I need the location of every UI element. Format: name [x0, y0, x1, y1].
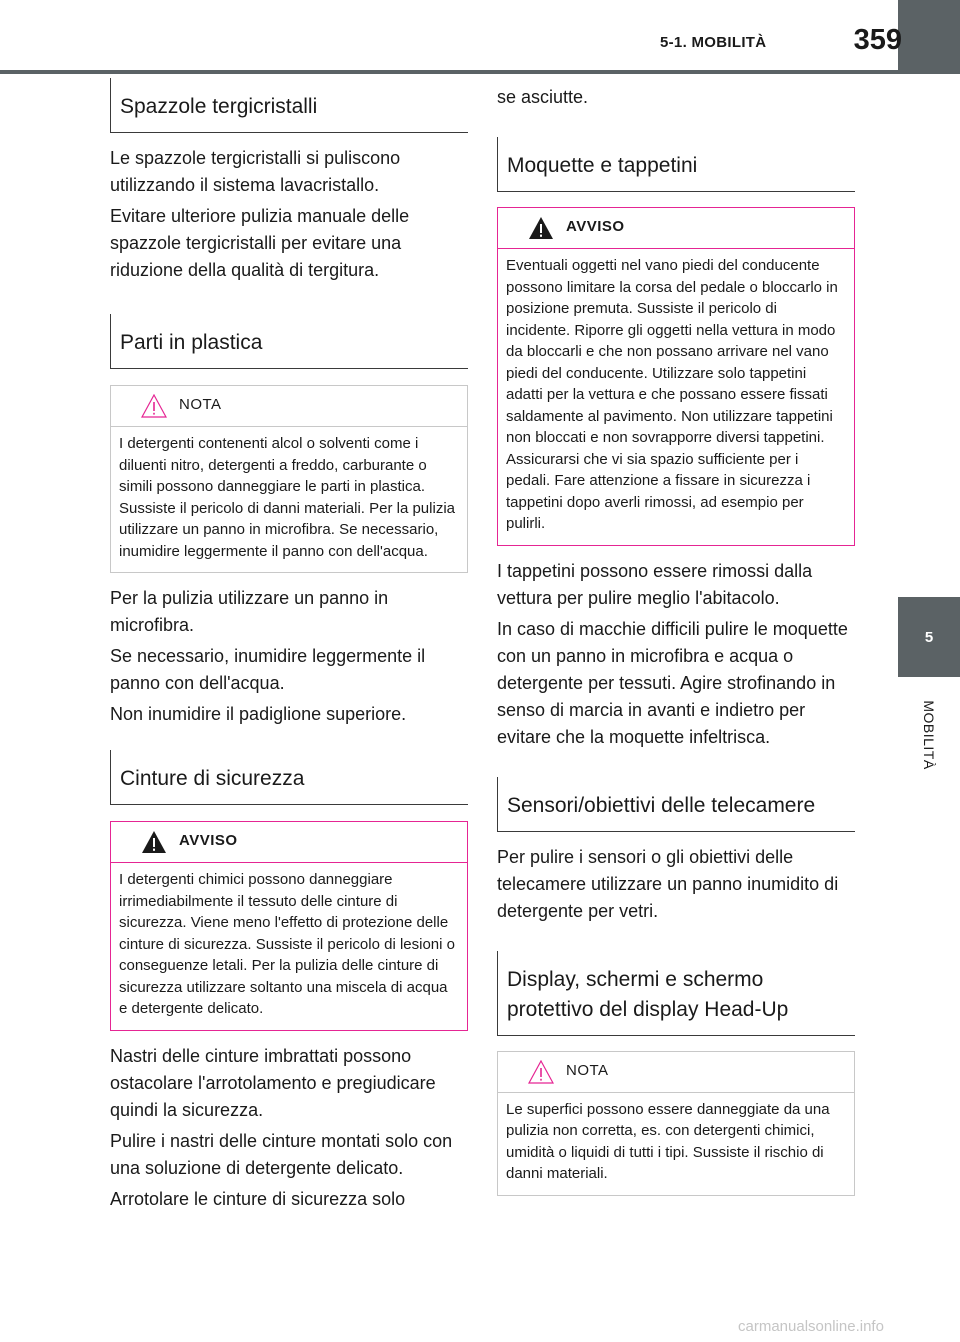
- heading-text: Parti in plastica: [120, 331, 263, 354]
- note-label: NOTA: [179, 396, 222, 413]
- warning-text: Eventuali oggetti nel vano piedi del conducente possono limitare la corsa del pedale o bloccarlo in posizione premuta. Sussiste il pericolo di incidente. Riporre gli oggetti nella vettura in modo da bloccarli e che non possano arrivare nel vano piedi del conducente. Utilizzare solo tappetini adatti per la vettura e che possano essere fissati saldamente al pavimento. Non utilizzare tappetini non bloccati e non sovrapporre diversi tappetini. Assicurarsi che vi sia spazio sufficiente per i pedali. Fare attenzione a fissare in sicurezza i tappetini dopo averli rimossi, ad esempio per pulirli.: [506, 257, 838, 532]
- heading-text: Moquette e tappetini: [507, 154, 698, 177]
- heading-text: Spazzole tergicristalli: [120, 95, 318, 118]
- heading-text: Sensori/obiettivi delle telecamere: [507, 793, 816, 817]
- warning-box-header: [498, 208, 854, 249]
- paragraph: Per pulire i sensori o gli obiettivi delle telecamere utilizzare un panno inumidito di detergente per vetri.: [497, 846, 839, 921]
- section-heading-displays: [497, 951, 855, 1036]
- note-box-header: [498, 1052, 854, 1093]
- warning-text: I detergenti chimici possono danneggiare irrimediabilmente il tessuto delle cinture di sicurezza. Viene meno l'effetto di protezione delle cinture di sicurezza. Sussiste il pericolo di lesioni o conseguenze letali. Per la pulizia delle cinture di sicurezza utilizzare soltanto una miscela di acqua e detergente delicato.: [119, 871, 455, 1017]
- paragraph: Le spazzole tergicristalli si puliscono utilizzando il sistema lavacristallo.: [110, 148, 401, 195]
- note-box: [497, 1051, 855, 1196]
- note-box: [110, 385, 468, 573]
- chapter-tab-label: MOBILITÀ: [921, 700, 937, 770]
- section-heading-sensors: [497, 777, 855, 832]
- paragraph: Pulire i nastri delle cinture montati solo con una soluzione di detergente delicato.: [110, 1130, 453, 1178]
- note-box-header: [111, 386, 467, 427]
- right-column: [497, 78, 855, 1196]
- note-text: Le superfici possono essere danneggiate da una pulizia non corretta, es. con detergenti chimici, umidità o liquidi di tutti i tipi. Sussiste il rischio di danni materiali.: [506, 1100, 830, 1182]
- warning-box: [110, 821, 468, 1031]
- section-heading-belts: [110, 750, 468, 805]
- heading-text: Cinture di sicurezza: [120, 767, 305, 790]
- paragraph: Per la pulizia utilizzare un panno in microfibra.: [110, 588, 389, 635]
- section-heading-plastic: [110, 314, 468, 369]
- chapter-number: 5: [924, 628, 934, 646]
- warning-label: AVVISO: [179, 832, 238, 849]
- warning-box-header: [111, 822, 467, 863]
- chapter-tab[interactable]: [898, 597, 960, 677]
- warning-triangle-icon: [528, 216, 554, 240]
- note-text: I detergenti contenenti alcol o solventi come i diluenti nitro, detergenti a freddo, carburante o simili possono danneggiare le parti in plastica. Sussiste il pericolo di danni materiali. Per la pulizia utilizzare un panno in microfibra. Se necessario, inumidire leggermente il panno con dell'acqua.: [119, 435, 455, 560]
- caution-triangle-icon: [528, 1060, 554, 1084]
- section-title: 5-1. MOBILITÀ: [660, 34, 767, 51]
- header-rule: [0, 70, 960, 74]
- paragraph: se asciutte.: [497, 87, 589, 107]
- warning-label: AVVISO: [566, 218, 625, 235]
- page-number: 359: [853, 24, 902, 56]
- paragraph: Nastri delle cinture imbrattati possono ostacolare l'arrotolamento e pregiudicare quindi la sicurezza.: [110, 1045, 436, 1120]
- heading-text: Display, schermi e schermo protettivo del display Head-Up: [507, 967, 789, 1021]
- watermark: carmanualsonline.info: [738, 1318, 884, 1335]
- paragraph: Non inumidire il padiglione superiore.: [110, 704, 407, 724]
- paragraph: In caso di macchie difficili pulire le moquette con un panno in microfibra e acqua o detergente per tessuti. Agire strofinando in senso di marcia in avanti e indietro per evitare che la moquette infeltrisca.: [497, 618, 848, 747]
- left-column: [110, 78, 468, 1213]
- note-label: NOTA: [566, 1061, 609, 1079]
- section-heading-carpets: [497, 137, 855, 192]
- warning-triangle-icon: [141, 830, 167, 854]
- header-tab-block: [898, 0, 960, 70]
- caution-triangle-icon: [141, 394, 167, 418]
- paragraph: Evitare ulteriore pulizia manuale delle spazzole tergicristalli per evitare una riduzione della qualità di tergitura.: [110, 206, 410, 280]
- paragraph: Arrotolare le cinture di sicurezza solo: [110, 1188, 406, 1209]
- section-heading-wipers: [110, 78, 468, 133]
- warning-box: [497, 207, 855, 546]
- paragraph: Se necessario, inumidire leggermente il panno con dell'acqua.: [110, 646, 426, 693]
- paragraph: I tappetini possono essere rimossi dalla vettura per pulire meglio l'abitacolo.: [497, 560, 813, 608]
